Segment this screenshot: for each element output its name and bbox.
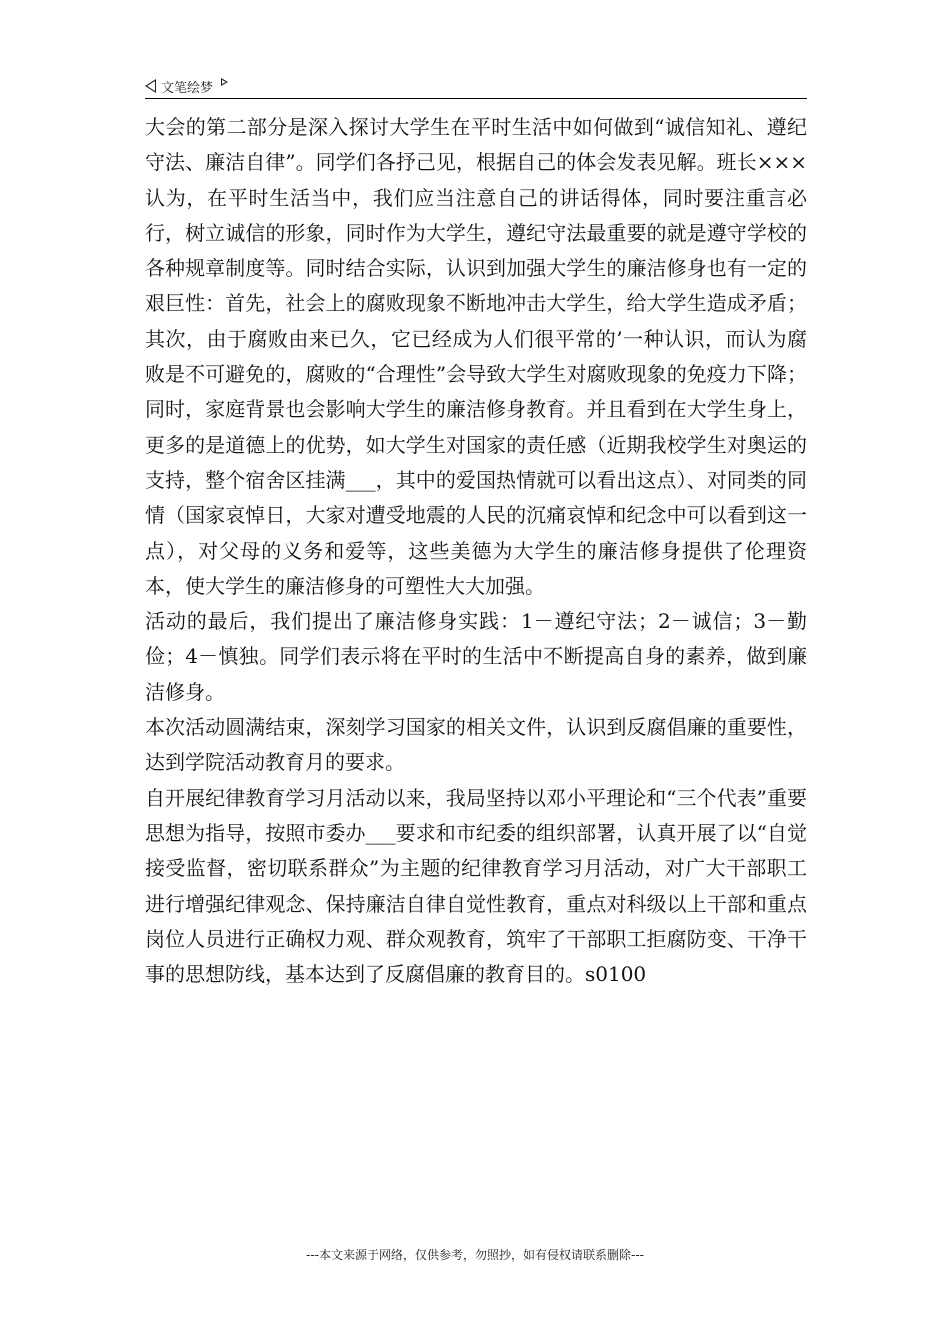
triangle-left-icon [145,79,156,93]
paragraph-1: 大会的第二部分是深入探讨大学生在平时生活中如何做到“诚信知礼、遵纪守法、廉洁自律”。同学们各抒己见，根据自己的体会发表见解。班长×××认为，在平时生活当中，我们应当注意自己的讲话得体，同时要注重言必行，树立诚信的形象，同时作为大学生，遵纪守法最重要的就是遵守学校的各种规章制度等。同时结合实际，认识到加强大学生的廉洁修身也有一定的艰巨性：首先，社会上的腐败现象不断地冲击大学生，给大学生造成矛盾；其次，由于腐败由来已久，它已经成为人们很平常的’一种认识，而认为腐败是不可避免的，腐败的“合理性”会导致大学生对腐败现象的免疫力下降；同时，家庭背景也会影响大学生的廉洁修身教育。并且看到在大学生身上，更多的是道德上的优势，如大学生对国家的责任感（近期我校学生对奥运的支持，整个宿舍区挂满___，其中的爱国热情就可以看出这点）、对同类的同情（国家哀悼日，大家对遭受地震的人民的沉痛哀悼和纪念中可以看到这一点），对父母的义务和爱等，这些美德为大学生的廉洁修身提供了伦理资本，使大学生的廉洁修身的可塑性大大加强。 [145,115,807,598]
paragraph-4: 自开展纪律教育学习月活动以来，我局坚持以邓小平理论和“三个代表”重要思想为指导，按照市委办___要求和市纪委的组织部署，认真开展了以“自觉接受监督，密切联系群众”为主题的纪律教育学习月活动，对广大干部职工进行增强纪律观念、保持廉洁自律自觉性教育，重点对科级以上干部和重点岗位人员进行正确权力观、群众观教育，筑牢了干部职工拒腐防变、干净干事的思想防线，基本达到了反腐倡廉的教育目的。s0100 [145,785,807,987]
page-header [145,74,807,99]
page-footer-notice: ---本文来源于网络，仅供参考，勿照抄，如有侵权请联系删除--- [306,1248,644,1262]
header-brand: 文笔绘梦 [161,80,214,96]
document-body [145,110,807,992]
triangle-right-icon [221,78,228,86]
paragraph-3: 本次活动圆满结束，深刻学习国家的相关文件，认识到反腐倡廉的重要性，达到学院活动教育月的要求。 [145,715,807,775]
paragraph-2: 活动的最后，我们提出了廉洁修身实践：1－遵纪守法；2－诚信；3－勤俭；4－慎独。同学们表示将在平时的生活中不断提高自身的素养，做到廉洁修身。 [145,609,807,704]
